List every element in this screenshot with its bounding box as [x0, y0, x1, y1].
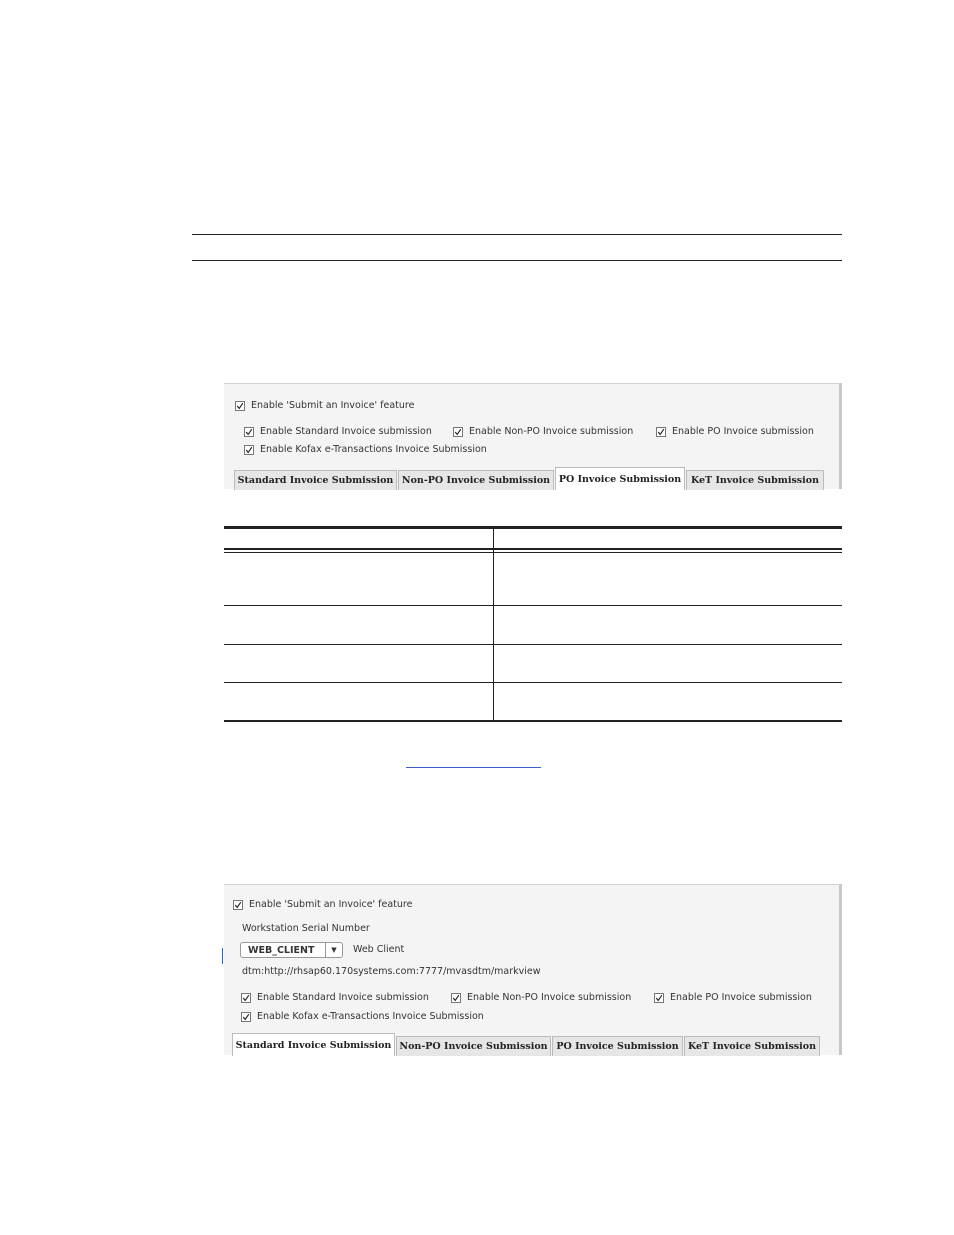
- enable-non-po-label: Enable Non-PO Invoice submission: [467, 992, 632, 1003]
- table-header-border-inner: [224, 552, 842, 553]
- check-icon: [241, 1012, 251, 1022]
- table-top-border: [224, 526, 842, 529]
- screenshot-panel-standard-tab: [224, 884, 842, 1055]
- enable-po-label: Enable PO Invoice submission: [672, 426, 814, 437]
- tab-standard-invoice[interactable]: Standard Invoice Submission: [234, 470, 397, 490]
- table-bottom-border: [224, 720, 842, 722]
- top-rule: [192, 234, 842, 235]
- check-icon: [453, 427, 463, 437]
- enable-standard-checkbox[interactable]: [241, 992, 429, 1003]
- enable-kofax-checkbox[interactable]: [244, 444, 487, 455]
- check-icon: [235, 401, 245, 411]
- serial-number-label: Workstation Serial Number: [242, 923, 370, 934]
- enable-kofax-checkbox[interactable]: [241, 1011, 484, 1022]
- check-icon: [241, 993, 251, 1003]
- settings-table: [224, 526, 842, 722]
- tab-po-invoice[interactable]: PO Invoice Submission: [555, 467, 685, 490]
- enable-non-po-checkbox[interactable]: [453, 426, 633, 437]
- table-row: [224, 644, 842, 645]
- tab-standard-invoice[interactable]: Standard Invoice Submission: [232, 1033, 395, 1056]
- server-url: dtm:http://rhsap60.170systems.com:7777/mvasdtm/markview: [242, 966, 541, 977]
- enable-feature-checkbox[interactable]: [233, 899, 412, 910]
- table-header-border: [224, 548, 842, 550]
- hyperlink[interactable]: [406, 767, 541, 768]
- check-icon: [654, 993, 664, 1003]
- enable-feature-label: Enable 'Submit an Invoice' feature: [249, 899, 413, 910]
- enable-kofax-label: Enable Kofax e-Transactions Invoice Submission: [257, 1011, 484, 1022]
- tab-non-po-invoice[interactable]: Non-PO Invoice Submission: [396, 1036, 551, 1056]
- enable-po-label: Enable PO Invoice submission: [670, 992, 812, 1003]
- enable-po-checkbox[interactable]: [656, 426, 814, 437]
- check-icon: [656, 427, 666, 437]
- check-icon: [244, 445, 254, 455]
- enable-standard-checkbox[interactable]: [244, 426, 432, 437]
- table-row: [224, 682, 842, 683]
- tab-ket-invoice[interactable]: KeT Invoice Submission: [684, 1036, 820, 1056]
- enable-feature-checkbox[interactable]: [235, 400, 414, 411]
- check-icon: [244, 427, 254, 437]
- serial-number-value: WEB_CLIENT: [248, 944, 315, 956]
- check-icon: [451, 993, 461, 1003]
- chevron-down-icon: ▼: [325, 943, 342, 957]
- table-row: [224, 605, 842, 606]
- enable-non-po-checkbox[interactable]: [451, 992, 631, 1003]
- enable-non-po-label: Enable Non-PO Invoice submission: [469, 426, 634, 437]
- enable-standard-label: Enable Standard Invoice submission: [257, 992, 429, 1003]
- tab-ket-invoice[interactable]: KeT Invoice Submission: [686, 470, 824, 490]
- text-cursor: [222, 948, 223, 964]
- table-column-divider: [493, 529, 494, 721]
- enable-feature-label: Enable 'Submit an Invoice' feature: [251, 400, 415, 411]
- tab-po-invoice[interactable]: PO Invoice Submission: [552, 1036, 683, 1056]
- screenshot-panel-po-tab: [224, 383, 842, 489]
- submission-tabs: [234, 467, 825, 490]
- enable-standard-label: Enable Standard Invoice submission: [260, 426, 432, 437]
- submission-tabs: [232, 1033, 821, 1056]
- check-icon: [233, 900, 243, 910]
- second-rule: [192, 260, 842, 261]
- enable-kofax-label: Enable Kofax e-Transactions Invoice Submission: [260, 444, 487, 455]
- enable-po-checkbox[interactable]: [654, 992, 812, 1003]
- serial-number-select[interactable]: [240, 942, 343, 958]
- serial-number-description: Web Client: [353, 944, 405, 955]
- tab-non-po-invoice[interactable]: Non-PO Invoice Submission: [398, 470, 554, 490]
